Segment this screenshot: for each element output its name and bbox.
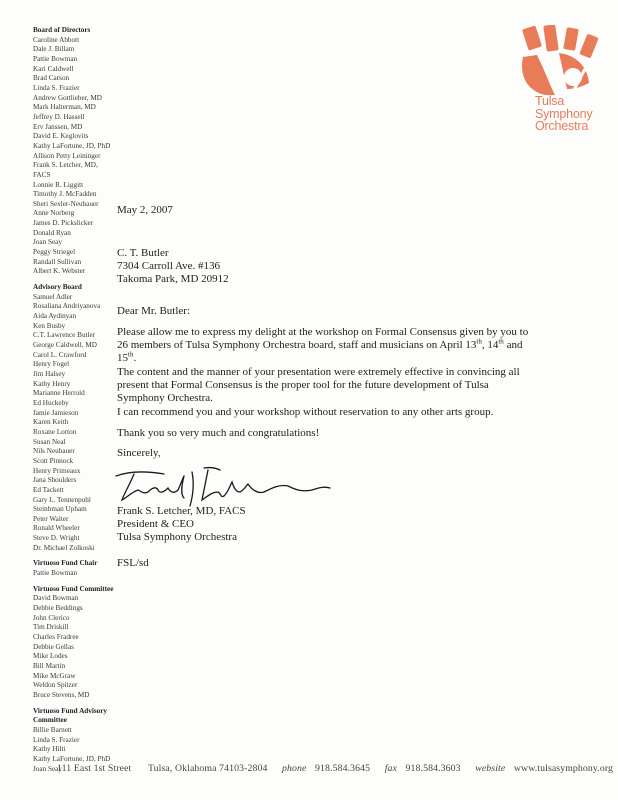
roster-name: Kari Caldwell [33,64,74,73]
roster-name: Dale J. Billam [33,45,75,54]
advisory-board-list [33,293,115,554]
handwritten-signature [112,462,342,510]
recipient-street: 7304 Carroll Ave. #136 [117,260,221,272]
roster-name: Aida Aydinyan [33,312,77,321]
roster-name: David Bowman [33,594,79,603]
roster-name: Kathy LaFortune, JD, PhD [33,141,111,150]
roster-name: Andrew Gottlieber, MD [33,93,102,102]
recipient-address [117,247,229,286]
roster-name: Debbie Gellas [33,642,74,651]
roster-name: Peter Walter [33,514,69,523]
roster-name: Albert K. Webster [33,267,86,276]
paragraph-4: Thank you so very much and congratulations! [117,427,320,439]
roster-name: Mike Lodes [33,652,68,661]
roster-name: Jim Halsey [33,369,66,378]
virtuoso-fund-committee-heading: Virtuoso Fund Committee [33,584,114,593]
roster-name: Pattie Bowman [33,569,78,578]
roster-name: Karen Keith [33,418,69,427]
roster-name: Jeffrey D. Hassell [33,112,85,121]
roster-name: Lonnie R. Liggitt [33,180,84,189]
roster-name: Bruce Stevens, MD [33,690,90,699]
paragraph-1-date-14: , 14 [481,339,499,351]
roster-name: Nils Neubauer [33,447,75,456]
roster-name: Gary L. Tennenpohl [33,495,91,504]
paragraph-2: The content and the manner of your presentation were extremely effective in convincing all present that Formal Consensus is the proper tool for the future development of Tulsa Symphony Orchestra. [117,366,520,404]
roster-name: Linda S. Frazier [33,83,80,92]
ordinal-suffix: th [128,350,134,359]
roster-name: Jamie Jamieson [33,408,79,417]
roster-name: Susan Neal [33,437,66,446]
roster-name: Carol L. Crawford [33,350,87,359]
roster-name: Samuel Adler [33,292,73,301]
roster-name: Tim Driskill [33,623,69,632]
roster-name: Henry Fogel [33,360,70,369]
roster-name: David E. Keglovits [33,132,89,141]
roster-name: Linda S. Frazier [33,735,80,744]
logo-line-2: Symphony [535,106,593,121]
footer-website-label: website [475,763,506,774]
footer-city: Tulsa, Oklahoma 74103-2804 [147,763,268,774]
roster-name: Henry Primeaux [33,466,81,475]
salutation: Dear Mr. Butler: [117,305,191,317]
board-of-directors-heading: Board of Directors [33,26,91,34]
signer-title: President & CEO [117,518,194,530]
signature-block [117,505,246,544]
roster-name: Peggy Striegel [33,248,76,257]
footer-street: 111 East 1st Street [57,763,132,774]
roster-name: Caroline Abbott [33,35,80,44]
board-of-directors-list [33,36,115,277]
roster-name: Roxane Lorton [33,427,77,436]
roster-name: Ed Tackett [33,485,64,494]
roster-name: Dr. Michael Zolkoski [33,543,95,552]
virtuoso-fund-chair-section [33,559,115,578]
paragraph-1 [117,326,537,365]
virtuoso-fund-committee-section [33,585,115,701]
signer-organization: Tulsa Symphony Orchestra [117,531,237,543]
roster-name: Mark Halterman, MD [33,103,96,112]
footer-fax: 918.584.3603 [405,763,461,774]
footer-phone: 918.584.3645 [315,763,371,774]
roster-name: Allison Petty Leininger [33,151,101,160]
roster-name: Pattie Bowman [33,54,78,63]
roster-name: Debbie Beddings [33,604,83,613]
virtuoso-fund-chair-heading: Virtuoso Fund Chair [33,559,98,568]
roster-name: C.T. Lawrence Butler [33,331,96,340]
logo-line-3: Orchestra [535,119,589,133]
complimentary-close: Sincerely, [117,447,161,459]
roster-name: George Caldwell, MD [33,341,97,349]
footer-website[interactable]: www.tulsasymphony.org [513,763,614,774]
paragraph-1-end: . [133,352,137,364]
virtuoso-fund-advisory-committee-heading: Virtuoso Fund Advisory Committee [33,706,108,725]
roster-name: Ronald Wheeler [33,524,80,533]
virtuoso-fund-chair-list [33,569,115,579]
roster-name: Steinbman Upham [33,505,87,514]
paragraph-3: I can recommend you and your workshop without reservation to any other arts group. [117,406,494,418]
roster-name: Ken Busby [33,321,66,330]
roster-name: Brad Carson [33,74,70,83]
advisory-board-section [33,283,115,553]
paragraph-1-text: Please allow me to express my delight at the workshop on Formal Consensus given by you to 26 members of Tulsa Symphony Orchestra board, staff and musicians on April 13 [117,326,529,351]
roster-name: Randall Sullivan [33,257,82,266]
reference-initials: FSL/sd [117,557,149,569]
roster-name: Anne Norberg [33,209,75,218]
roster-name: Timothy J. McFadden [33,190,97,199]
roster-name: Rosaliana Andriyanova [33,302,101,311]
roster-name: Jana Shoulders [33,476,77,485]
board-of-directors-section [33,26,115,277]
roster-name: Sheri Sexler-Neubauer [33,199,99,208]
roster-name: Weldon Spitzer [33,681,78,690]
recipient-city: Takoma Park, MD 20912 [117,273,229,285]
roster-name: Erv Janssen, MD [33,122,83,131]
roster-name: Donald Ryan [33,228,71,237]
footer-fax-label: fax [384,763,397,774]
advisory-board-heading: Advisory Board [33,283,82,292]
roster-name: Kathy LaFortune, JD, PhD [33,754,111,763]
ordinal-suffix: th [476,337,482,346]
roster-name: Ed Huckeby [33,398,69,407]
letterhead-footer [57,763,614,774]
roster-name: Mike McGraw [33,671,76,680]
recipient-name: C. T. Butler [117,247,169,259]
sidebar-directory [33,26,115,780]
roster-name: John Clerico [33,613,70,622]
virtuoso-fund-committee-list [33,594,115,700]
paragraph-1-date-15: and 15 [117,339,523,364]
roster-name: Joan Seay [33,238,62,247]
roster-name: Marianne Herrold [33,389,85,398]
roster-name: Bill Martin [33,662,66,670]
logo-wordmark [535,95,592,133]
roster-name: Billie Barnett [33,725,72,734]
footer-phone-label: phone [282,763,307,774]
signer-name: Frank S. Letcher, MD, FACS [117,505,246,517]
logo-line-1: Tulsa [535,94,565,108]
letter-date: May 2, 2007 [117,204,173,216]
ordinal-suffix: th [498,337,504,346]
roster-name: Steve D. Wright [33,534,80,543]
roster-name: James D. Pickslicker [33,219,94,228]
roster-name: Charles Fradree [33,633,79,642]
roster-name: Frank S. Letcher, MD, FACS [33,161,98,179]
roster-name: Joan Seay [33,764,62,773]
roster-name: Kathy Hilti [33,745,66,754]
roster-name: Scott Pinnock [33,456,74,465]
roster-name: Kathy Henry [33,379,71,388]
